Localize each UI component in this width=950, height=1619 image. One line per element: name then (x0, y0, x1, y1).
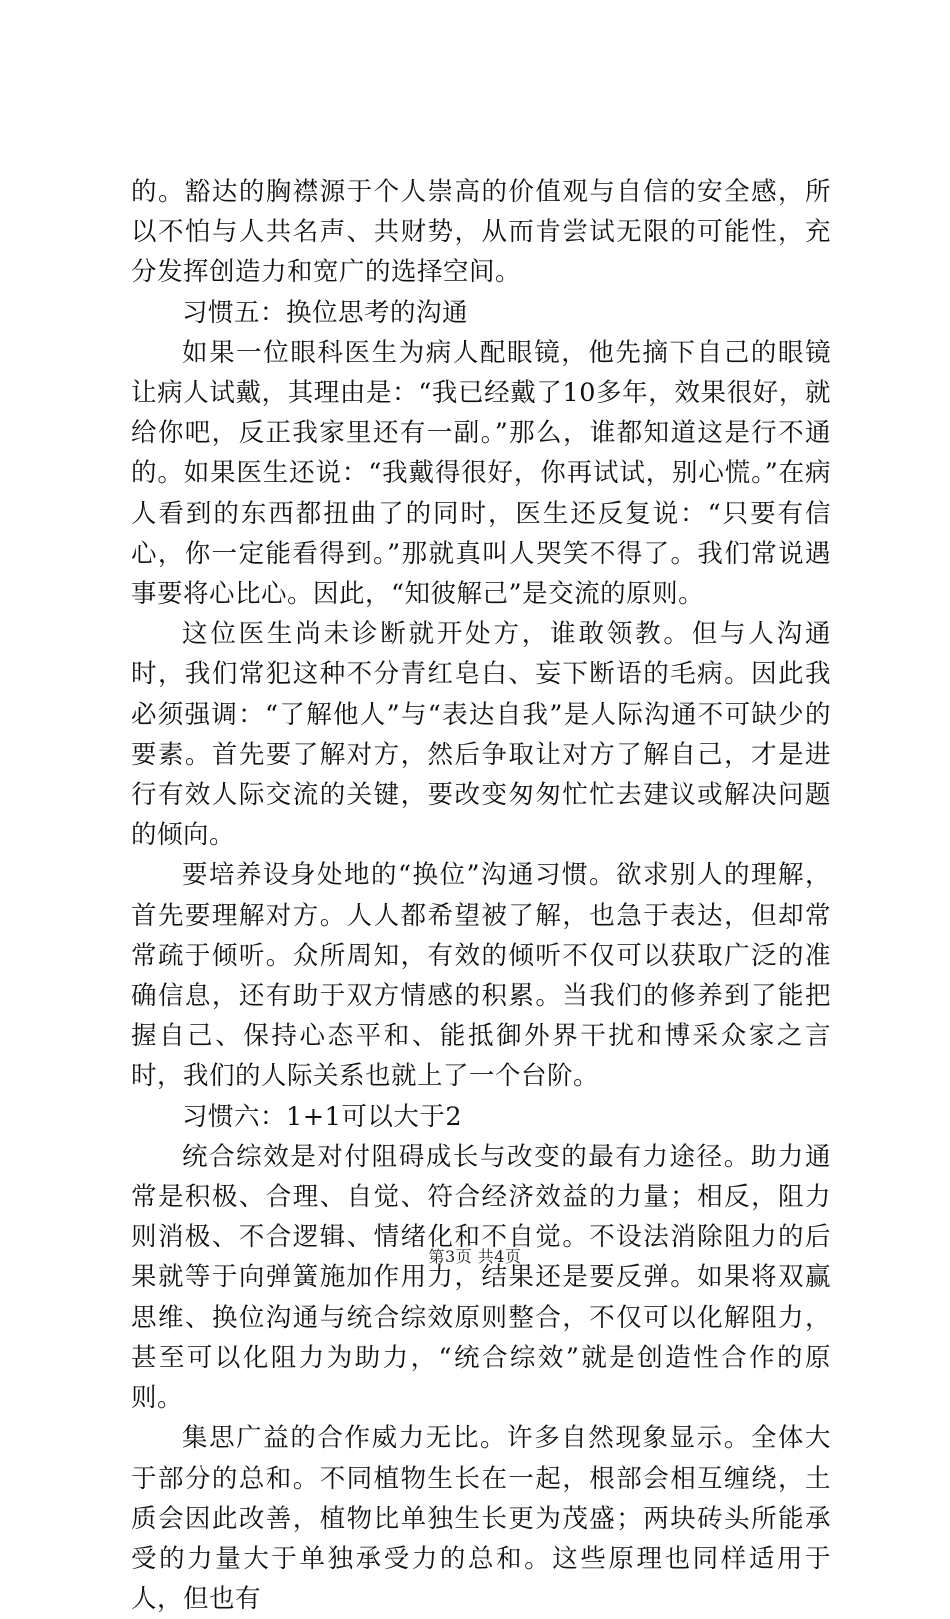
paragraph-diagnosis: 这位医生尚未诊断就开处方，谁敢领教。但与人沟通时，我们常犯这种不分青红皂白、妄下断语的毛病。因此我必须强调：“了解他人”与“表达自我”是人际沟通不可缺少的要素。首先要了解对方，然后争取让对方了解自己，才是进行有效人际交流的关键，要改变匆匆忙忙去建议或解决问题的倾向。 (131, 619, 831, 851)
document-body (131, 172, 831, 1619)
paragraph-eye-doctor: 如果一位眼科医生为病人配眼镜，他先摘下自己的眼镜让病人试戴，其理由是：“我已经戴了10多年，效果很好，就给你吧，反正我家里还有一副。”那么，谁都知道这是行不通的。如果医生还说：“我戴得很好，你再试试，别心慌。”在病人看到的东西都扭曲了的同时，医生还反复说：“只要有信心，你一定能看得到。”那就真叫人哭笑不得了。我们常说遇事要将心比心。因此，“知彼解己”是交流的原则。 (131, 337, 831, 610)
paragraph-synergy: 统合综效是对付阻碍成长与改变的最有力途径。助力通常是积极、合理、自觉、符合经济效益的力量；相反，阻力则消极、不合逻辑、情绪化和不自觉。不设法消除阻力的后果就等于向弹簧施加作用力，结果还是要反弹。如果将双赢思维、换位沟通与统合综效原则整合，不仅可以化解阻力，甚至可以化阻力为助力，“统合综效”就是创造性合作的原则。 (131, 1141, 831, 1414)
paragraph-cooperation: 集思广益的合作威力无比。许多自然现象显示。全体大于部分的总和。不同植物生长在一起，根部会相互缠绕，土质会因此改善，植物比单独生长更为茂盛；两块砖头所能承受的力量大于单独承受力的总和。这些原理也同样适用于人，但也有 (131, 1423, 831, 1615)
paragraph-empathic-communication: 要培养设身处地的“换位”沟通习惯。欲求别人的理解，首先要理解对方。人人都希望被了解，也急于表达，但却常常疏于倾听。众所周知，有效的倾听不仅可以获取广泛的准确信息，还有助于双方情感的积累。当我们的修养到了能把握自己、保持心态平和、能抵御外界干扰和博采众家之言时，我们的人际关系也就上了一个台阶。 (131, 860, 831, 1092)
page-footer: 第3页 共4页 (428, 1247, 522, 1266)
heading-habit-six: 习惯六：1+1可以大于2 (182, 1101, 463, 1132)
paragraph-continuation: 的。豁达的胸襟源于个人崇高的价值观与自信的安全感，所以不怕与人共名声、共财势，从而肯尝试无限的可能性，充分发挥创造力和宽广的选择空间。 (131, 177, 831, 288)
heading-habit-five: 习惯五：换位思考的沟通 (182, 297, 469, 328)
